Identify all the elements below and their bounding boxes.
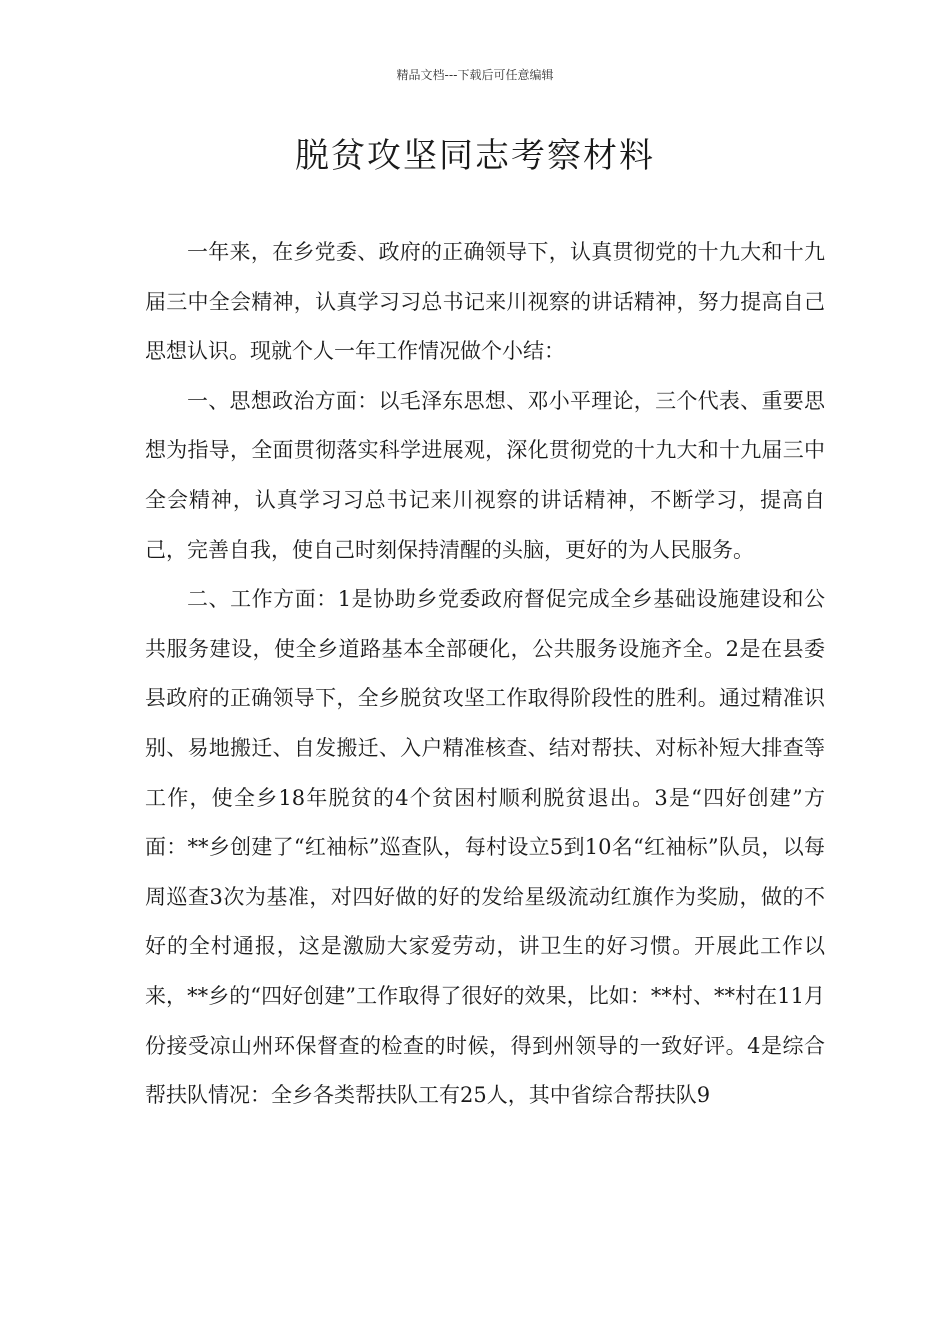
document-body — [145, 228, 825, 1121]
document-header-note: 精品文档---下载后可任意编辑 — [396, 68, 554, 82]
paragraph-work: 二、工作方面：1是协助乡党委政府督促完成全乡基础设施建设和公共服务建设，使全乡道路基本全部硬化，公共服务设施齐全。2是在县委县政府的正确领导下，全乡脱贫攻坚工作取得阶段性的胜利。通过精准识别、易地搬迁、自发搬迁、入户精准核查、结对帮扶、对标补短大排查等工作，使全乡18年脱贫的4个贫困村顺利脱贫退出。3是“四好创建”方面：**乡创建了“红袖标”巡查队，每村设立5到10名“红袖标”队员，以每周巡查3次为基准，对四好做的好的发给星级流动红旗作为奖励，做的不好的全村通报，这是激励大家爱劳动，讲卫生的好习惯。开展此工作以来，**乡的“四好创建”工作取得了很好的效果，比如：**村、**村在11月份接受凉山州环保督查的检查的时候，得到州领导的一致好评。4是综合帮扶队情况：全乡各类帮扶队工有25人，其中省综合帮扶队9 — [145, 587, 825, 1108]
paragraph-intro: 一年来，在乡党委、政府的正确领导下，认真贯彻党的十九大和十九届三中全会精神，认真学习习总书记来川视察的讲话精神，努力提高自己思想认识。现就个人一年工作情况做个小结： — [145, 240, 825, 364]
document-title: 脱贫攻坚同志考察材料 — [295, 136, 655, 176]
paragraph-political: 一、思想政治方面：以毛泽东思想、邓小平理论，三个代表、重要思想为指导，全面贯彻落实科学进展观，深化贯彻党的十九大和十九届三中全会精神，认真学习习总书记来川视察的讲话精神，不断学习，提高自己，完善自我，使自己时刻保持清醒的头脑，更好的为人民服务。 — [145, 388, 825, 562]
